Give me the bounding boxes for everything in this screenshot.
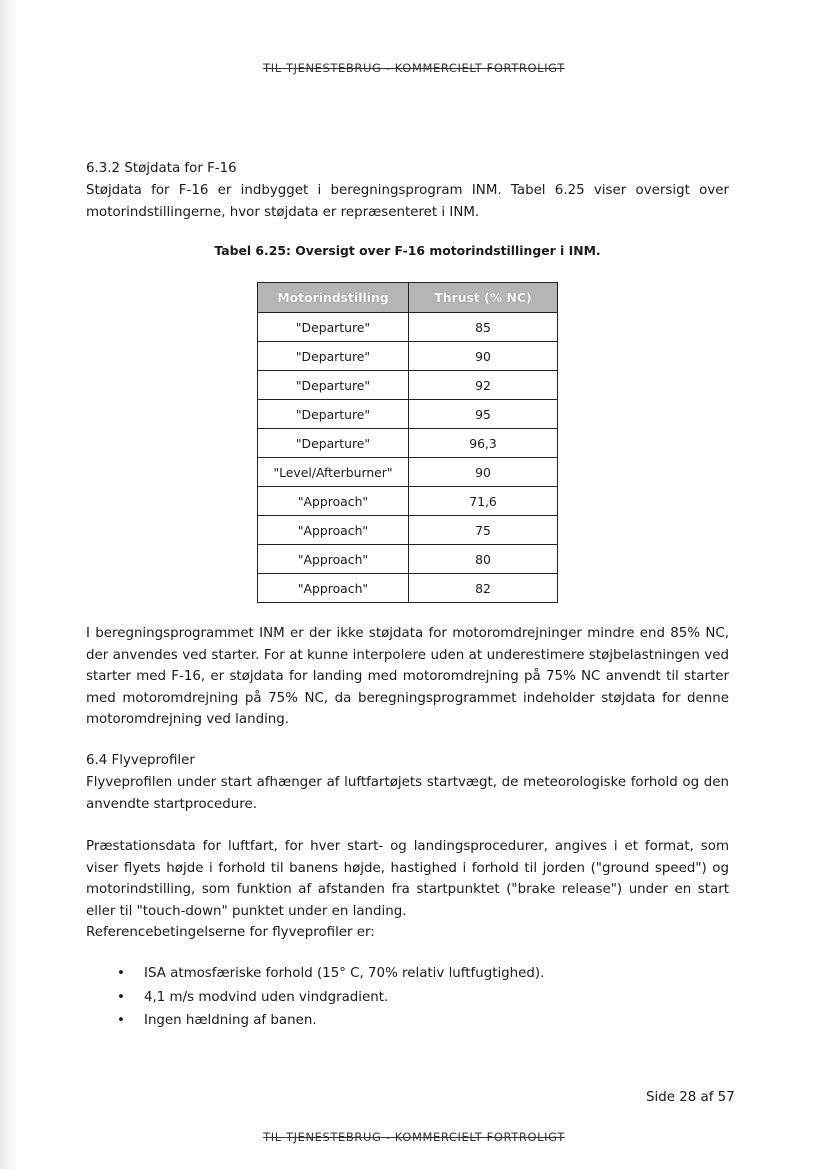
bullet-icon: • — [117, 989, 125, 1005]
page-number: Side 28 af 57 — [646, 1090, 735, 1105]
table-row — [258, 545, 558, 574]
cell-setting: "Departure" — [258, 400, 409, 429]
column-header-motorindstilling: Motorindstilling — [258, 283, 409, 313]
cell-setting: "Approach" — [258, 574, 409, 603]
cell-thrust: 92 — [409, 371, 558, 400]
cell-setting: "Departure" — [258, 342, 409, 371]
list-item — [86, 962, 544, 986]
scan-edge-shadow — [0, 0, 18, 1169]
column-header-thrust: Thrust (% NC) — [409, 283, 558, 313]
cell-thrust: 85 — [409, 313, 558, 342]
section-heading-64: 6.4 Flyveprofiler — [86, 753, 195, 768]
table-row — [258, 516, 558, 545]
section-632-paragraph: Støjdata for F-16 er indbygget i beregningsprogram INM. Tabel 6.25 viser oversigt over motorindstillingerne, hvor støjdata er repræsenteret i INM. — [86, 183, 729, 220]
table-header-row — [258, 283, 558, 313]
table-row — [258, 313, 558, 342]
cell-setting: "Departure" — [258, 313, 409, 342]
cell-thrust: 80 — [409, 545, 558, 574]
bullet-icon: • — [117, 1013, 125, 1028]
cell-thrust: 96,3 — [409, 429, 558, 458]
list-item-text: 4,1 m/s modvind uden vindgradient. — [144, 989, 389, 1005]
table-row — [258, 429, 558, 458]
table-row — [258, 400, 558, 429]
list-item — [86, 986, 544, 1010]
cell-setting: "Approach" — [258, 487, 409, 516]
reference-conditions-list — [86, 962, 544, 1033]
section-64-paragraph-3: Referencebetingelserne for flyveprofiler er: — [86, 925, 375, 940]
cell-thrust: 82 — [409, 574, 558, 603]
cell-thrust: 95 — [409, 400, 558, 429]
table-row — [258, 371, 558, 400]
list-item-text: ISA atmosfæriske forhold (15° C, 70% relativ luftfugtighed). — [144, 966, 545, 981]
motor-settings-table — [257, 282, 558, 603]
cell-setting: "Departure" — [258, 371, 409, 400]
footer-classification: TIL TJENESTEBRUG - KOMMERCIELT FORTROLIGT — [263, 1130, 565, 1144]
table-row — [258, 458, 558, 487]
cell-setting: "Approach" — [258, 545, 409, 574]
list-item-text: Ingen hældning af banen. — [144, 1013, 317, 1028]
table-row — [258, 574, 558, 603]
cell-thrust: 71,6 — [409, 487, 558, 516]
header-classification: TIL TJENESTEBRUG - KOMMERCIELT FORTROLIGT — [263, 61, 565, 75]
cell-thrust: 90 — [409, 342, 558, 371]
section-64-paragraph-1: Flyveprofilen under start afhænger af luftfartøjets startvægt, de meteorologiske forhold og den anvendte startprocedure. — [86, 775, 729, 812]
section-heading-632: 6.3.2 Støjdata for F-16 — [86, 161, 237, 176]
cell-setting: "Approach" — [258, 516, 409, 545]
cell-setting: "Level/Afterburner" — [258, 458, 409, 487]
list-item — [86, 1009, 544, 1033]
section-64-paragraph-2: Præstationsdata for luftfart, for hver start- og landingsprocedurer, angives i et format, som viser flyets højde i forhold til banens højde, hastighed i forhold til jorden ("ground speed") og motorindstilling, som funktion af afstanden fra startpunktet ("brake release") under en start eller til "touch-down" punktet under en landing. — [86, 839, 729, 919]
cell-thrust: 90 — [409, 458, 558, 487]
table-row — [258, 342, 558, 371]
cell-thrust: 75 — [409, 516, 558, 545]
bullet-icon: • — [117, 966, 125, 981]
inm-paragraph: I beregningsprogrammet INM er der ikke støjdata for motoromdrejninger mindre end 85% NC, der anvendes ved starter. For at kunne interpolere uden at underestimere støjbelastningen ved starter med F-16, er støjdata for landing med motoromdrejning på 75% NC anvendt til starter med motoromdrejning på 75% NC, da beregningsprogrammet indeholder støjdata for denne motoromdrejning ved landing. — [86, 626, 729, 727]
table-row — [258, 487, 558, 516]
table-caption: Tabel 6.25: Oversigt over F-16 motorindstillinger i INM. — [214, 243, 601, 258]
cell-setting: "Departure" — [258, 429, 409, 458]
